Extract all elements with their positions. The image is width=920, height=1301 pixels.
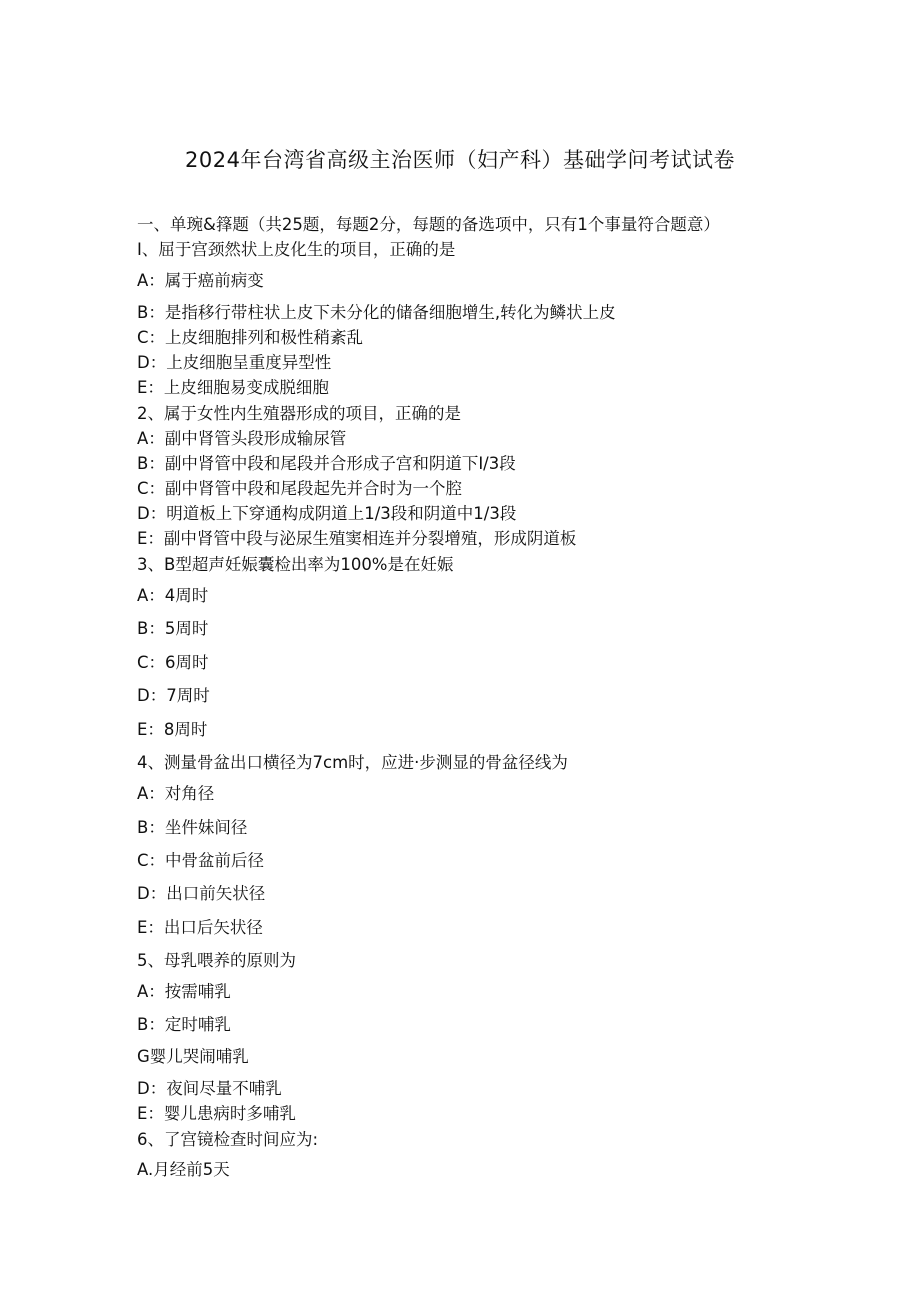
question-2-option-e: E：副中肾管中段与泌尿生殖窦相连并分裂增殖，形成阴道板 <box>137 529 577 548</box>
question-1-option-d: D：上皮细胞呈重度异型性 <box>137 353 332 372</box>
question-5-option-b: B：定时哺乳 <box>137 1015 231 1034</box>
question-4-option-c: C：中骨盆前后径 <box>137 851 265 870</box>
question-5-option-d: D：夜间尽量不哺乳 <box>137 1079 282 1098</box>
question-5-option-c: G婴儿哭闹哺乳 <box>137 1047 249 1066</box>
question-2-option-b: B：副中肾管中段和尾段并合形成子宫和阴道下I/3段 <box>137 454 516 473</box>
question-4-option-a: A：对角径 <box>137 784 215 803</box>
question-5-stem: 5、母乳喂养的原则为 <box>137 951 296 970</box>
question-4-option-d: D：出口前矢状径 <box>137 884 266 903</box>
question-3-option-d: D：7周时 <box>137 686 210 705</box>
question-6-stem: 6、了宫镜检查时间应为: <box>137 1130 319 1149</box>
question-4-option-e: E：出口后矢状径 <box>137 918 263 937</box>
question-3-option-a: A：4周时 <box>137 586 209 605</box>
section-heading: 一、单琬&箨题（共25题，每题2分，每题的备选项中，只有1个事量符合题意） <box>137 215 720 234</box>
question-2-option-a: A：副中肾管头段形成输尿管 <box>137 429 347 448</box>
question-4-stem: 4、测量骨盆出口横径为7cm时，应进·步测显的骨盆径线为 <box>137 753 568 772</box>
question-1-option-e: E：上皮细胞易变成脱细胞 <box>137 378 329 397</box>
question-3-stem: 3、B型超声妊娠囊检出率为100%是在妊娠 <box>137 555 454 574</box>
question-2-stem: 2、属于女性内生殖器形成的项目，正确的是 <box>137 404 461 423</box>
question-1-option-c: C：上皮细胞排列和极性稍紊乱 <box>137 328 364 347</box>
question-1-option-b: B：是指移行带柱状上皮下未分化的储备细胞增生,转化为鳞状上皮 <box>137 303 616 322</box>
question-2-option-c: C：副中肾管中段和尾段起先并合时为一个腔 <box>137 479 463 498</box>
question-1-stem: I、屈于宫颈然状上皮化生的项目，正确的是 <box>137 240 456 259</box>
question-3-option-c: C：6周时 <box>137 653 209 672</box>
question-4-option-b: B：坐件妹间径 <box>137 818 248 837</box>
question-5-option-a: A：按需哺乳 <box>137 982 231 1001</box>
question-5-option-e: E：婴儿患病时多哺乳 <box>137 1104 296 1123</box>
document-title: 2024年台湾省高级主治医师（妇产科）基础学问考试试卷 <box>185 148 735 172</box>
question-3-option-b: B：5周时 <box>137 619 209 638</box>
question-3-option-e: E：8周时 <box>137 720 208 739</box>
question-1-option-a: A：属于癌前病变 <box>137 271 264 290</box>
question-2-option-d: D：明道板上下穿通构成阴道上1/3段和阴道中1/3段 <box>137 504 517 523</box>
question-6-option-a: A.月经前5天 <box>137 1160 230 1179</box>
